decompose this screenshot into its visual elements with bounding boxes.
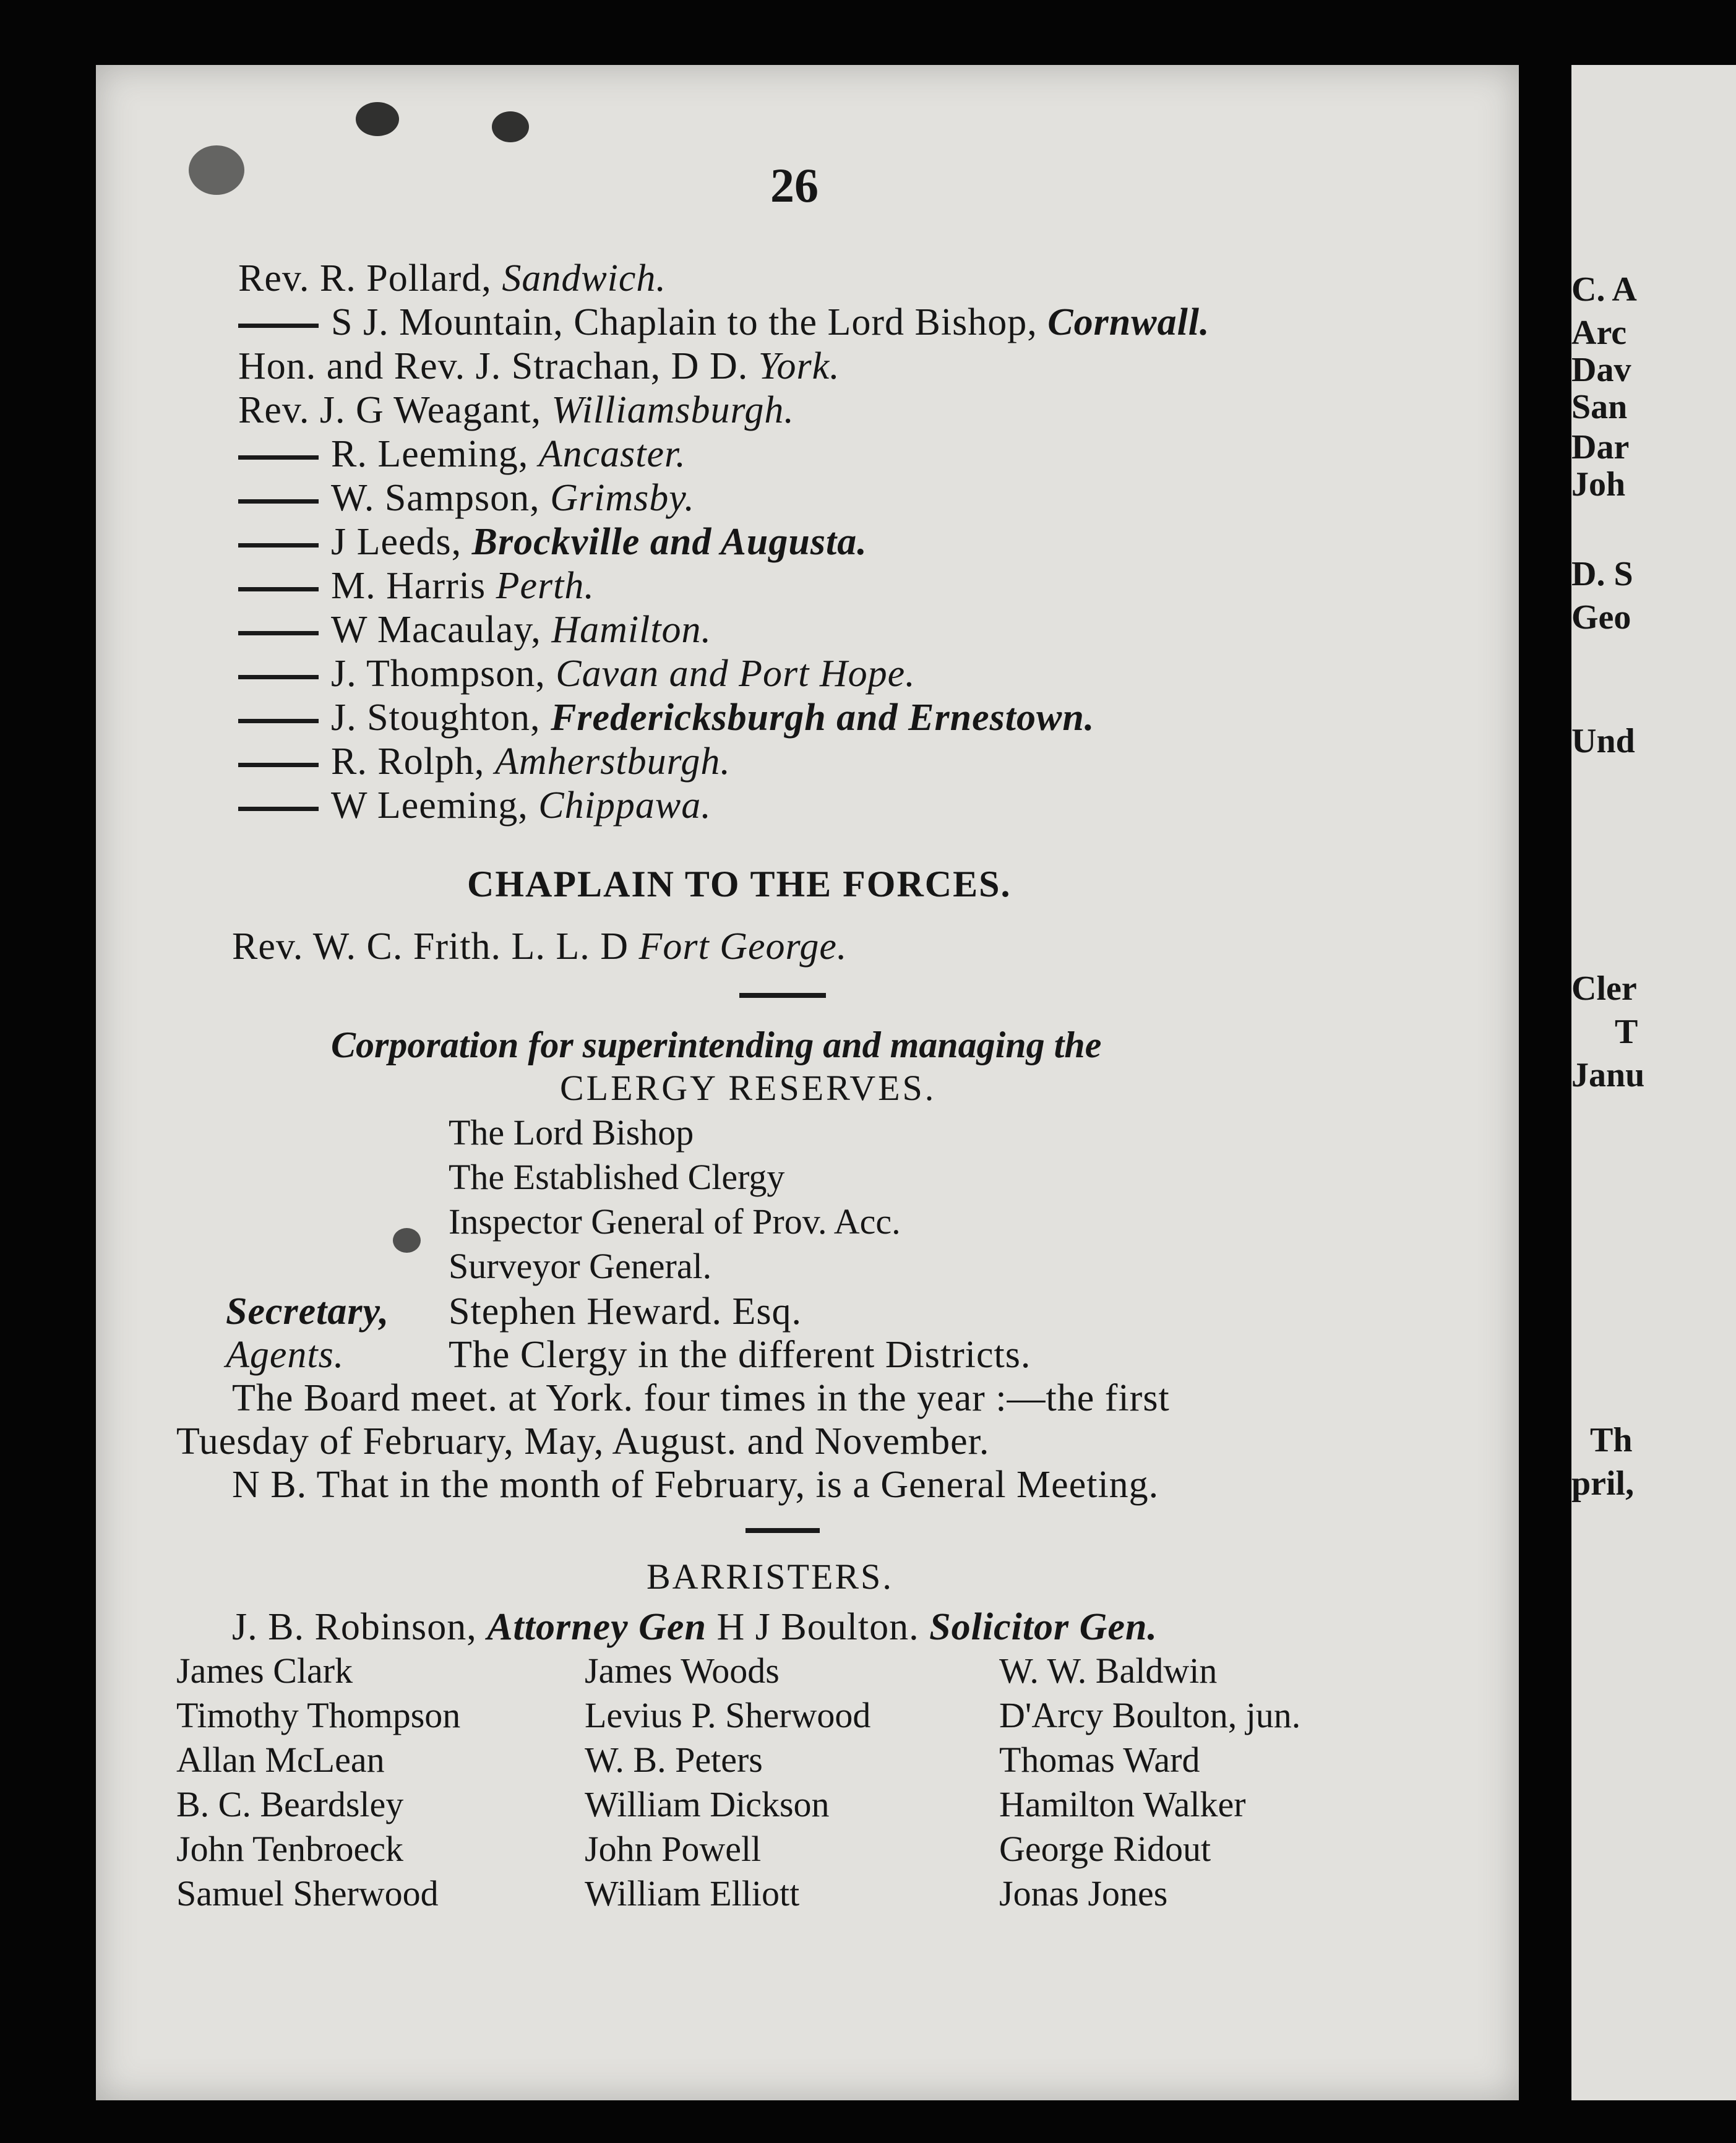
ditto-dash xyxy=(238,763,319,767)
barrister-name: John Powell xyxy=(585,1829,762,1869)
clergy-place: Brockville and Augusta. xyxy=(471,521,867,563)
chaplain-place: Fort George. xyxy=(638,925,848,968)
clergy-name: J Leeds, xyxy=(331,521,462,563)
right-page-fragment-text: Und xyxy=(1571,722,1635,760)
ditto-dash xyxy=(238,543,319,548)
barrister-name: William Elliott xyxy=(585,1873,800,1913)
secretary-label: Secretary, xyxy=(226,1291,390,1333)
clergy-place: Chippawa. xyxy=(538,784,711,827)
clergy-entry xyxy=(238,345,840,388)
barrister-name: James Woods xyxy=(585,1651,780,1691)
ditto-dash xyxy=(238,675,319,679)
barrister-name: George Ridout xyxy=(999,1829,1211,1869)
clergy-name: R. Rolph, xyxy=(331,741,485,783)
member-lord-bishop: The Lord Bishop xyxy=(449,1112,694,1153)
clergy-entry xyxy=(238,784,711,827)
clergy-name: J. Strachan, D D. xyxy=(475,345,749,387)
barrister-name: Timothy Thompson xyxy=(176,1695,461,1735)
barrister-name: John Tenbroeck xyxy=(176,1829,403,1869)
clergy-place: Perth. xyxy=(496,565,595,607)
ink-blot xyxy=(492,111,529,142)
clergy-name: W Leeming, xyxy=(331,784,528,827)
clergy-place: Hamilton. xyxy=(551,609,712,651)
right-page-fragment-text: C. A xyxy=(1571,270,1637,309)
clergy-name: J. Stoughton, xyxy=(331,697,541,739)
agents-text: The Clergy in the different Districts. xyxy=(449,1334,1031,1376)
clergy-name: R. Pollard, xyxy=(319,257,492,299)
clergy-name: S J. Mountain, Chaplain to the Lord Bishop, xyxy=(331,301,1038,343)
clergy-name: W. Sampson, xyxy=(331,477,540,519)
clergy-prefix: Hon. and Rev. xyxy=(238,345,466,387)
barristers-heading: BARRISTERS. xyxy=(647,1557,893,1597)
clergy-name: J. Thompson, xyxy=(331,653,546,695)
barrister-name: Jonas Jones xyxy=(999,1873,1168,1913)
clergy-prefix: Rev. xyxy=(238,389,310,431)
member-established-clergy: The Established Clergy xyxy=(449,1157,785,1197)
clergy-place: Cavan and Port Hope. xyxy=(556,653,916,695)
clergy-entry xyxy=(238,389,794,432)
barrister-name: Hamilton Walker xyxy=(999,1784,1246,1824)
barrister-name: William Dickson xyxy=(585,1784,830,1824)
clergy-entry xyxy=(238,740,731,783)
right-page-fragment-text: San xyxy=(1571,388,1628,426)
left-page xyxy=(96,65,1519,2100)
barrister-name: Thomas Ward xyxy=(999,1740,1200,1780)
clergy-entry xyxy=(238,652,916,695)
right-page-fragment-text: Dar xyxy=(1571,428,1630,466)
ditto-dash xyxy=(238,499,319,504)
right-page-fragment-text: Janu xyxy=(1571,1056,1645,1094)
clergy-name: W Macaulay, xyxy=(331,609,541,651)
right-page-fragment-text: Dav xyxy=(1571,351,1631,389)
secretary-name: Stephen Heward. Esq. xyxy=(449,1291,802,1333)
clergy-entry xyxy=(238,696,1094,739)
clergy-place: Amherstburgh. xyxy=(494,741,731,783)
board-line-2: Tuesday of February, May, August. and November. xyxy=(176,1420,990,1462)
clergy-entry xyxy=(238,564,595,608)
right-page-fragment-text: T xyxy=(1615,1013,1638,1051)
right-page-fragment-text: D. S xyxy=(1571,555,1633,593)
clergy-name: M. Harris xyxy=(331,565,486,607)
ink-blot xyxy=(189,145,244,195)
barrister-name: James Clark xyxy=(176,1651,353,1691)
barristers-column-1 xyxy=(176,1649,460,1916)
barristers-column-3 xyxy=(999,1649,1300,1916)
right-page-fragment xyxy=(1571,65,1736,2100)
clergy-place: Grimsby. xyxy=(550,477,695,519)
clergy-name: J. G Weagant, xyxy=(319,389,541,431)
corporation-heading: Corporation for superintending and managing the xyxy=(331,1024,1102,1065)
clergy-entry xyxy=(238,608,711,651)
clergy-entry xyxy=(238,301,1210,344)
clergy-name: R. Leeming, xyxy=(331,433,529,475)
clergy-entry xyxy=(238,257,666,300)
right-page-fragment-text: Geo xyxy=(1571,598,1631,637)
barrister-name: Levius P. Sherwood xyxy=(585,1695,871,1735)
barrister-name: D'Arcy Boulton, jun. xyxy=(999,1695,1301,1735)
right-page-fragment-text: Arc xyxy=(1571,314,1627,352)
page-number: 26 xyxy=(770,158,819,212)
ditto-dash xyxy=(238,324,319,328)
right-page-fragment-text: Th xyxy=(1590,1421,1633,1459)
law-officers: J. B. Robinson, Attorney Gen H J Boulton. Solicitor Gen. xyxy=(232,1606,1158,1648)
clergy-entry xyxy=(238,476,695,520)
barrister-name: W. W. Baldwin xyxy=(999,1651,1218,1691)
corporation-members xyxy=(449,1110,901,1289)
right-page-fragment-text: Joh xyxy=(1571,465,1626,504)
barrister-name: B. C. Beardsley xyxy=(176,1784,404,1824)
member-surveyor-general: Surveyor General. xyxy=(449,1246,712,1286)
clergy-place: Sandwich. xyxy=(502,257,666,299)
ditto-dash xyxy=(238,587,319,591)
chaplain-name: Rev. W. C. Frith. L. L. D xyxy=(232,925,629,968)
chaplain-entry xyxy=(232,925,847,968)
barrister-name: W. B. Peters xyxy=(585,1740,763,1780)
clergy-reserves-heading: CLERGY RESERVES. xyxy=(560,1068,937,1108)
clergy-entry xyxy=(238,520,867,564)
ditto-dash xyxy=(238,719,319,723)
board-line-1: The Board meet. at York. four times in the year :—the first xyxy=(232,1377,1170,1419)
barrister-name: Allan McLean xyxy=(176,1740,385,1780)
barristers-column-2 xyxy=(585,1649,870,1916)
clergy-place: Ancaster. xyxy=(538,433,686,475)
clergy-place: York. xyxy=(758,345,840,387)
ditto-dash xyxy=(238,455,319,460)
ink-blot xyxy=(356,102,399,136)
clergy-prefix: Rev. xyxy=(238,257,310,299)
clergy-place: Williamsburgh. xyxy=(551,389,794,431)
clergy-place: Fredericksburgh and Ernestown. xyxy=(551,697,1095,739)
chaplain-heading: CHAPLAIN TO THE FORCES. xyxy=(467,864,1012,904)
right-page-fragment-text: pril, xyxy=(1571,1464,1635,1503)
general-meeting-note: N B. That in the month of February, is a General Meeting. xyxy=(232,1464,1159,1506)
ditto-dash xyxy=(238,631,319,635)
ditto-dash xyxy=(238,807,319,811)
ink-blot xyxy=(393,1228,421,1253)
clergy-place: Cornwall. xyxy=(1047,301,1210,343)
agents-label: Agents. xyxy=(226,1334,345,1376)
section-rule xyxy=(739,993,826,998)
member-inspector-general: Inspector General of Prov. Acc. xyxy=(449,1201,901,1242)
clergy-entry xyxy=(238,432,686,476)
right-page-fragment-text: Cler xyxy=(1571,969,1637,1008)
section-rule xyxy=(746,1528,820,1533)
barrister-name: Samuel Sherwood xyxy=(176,1873,439,1913)
